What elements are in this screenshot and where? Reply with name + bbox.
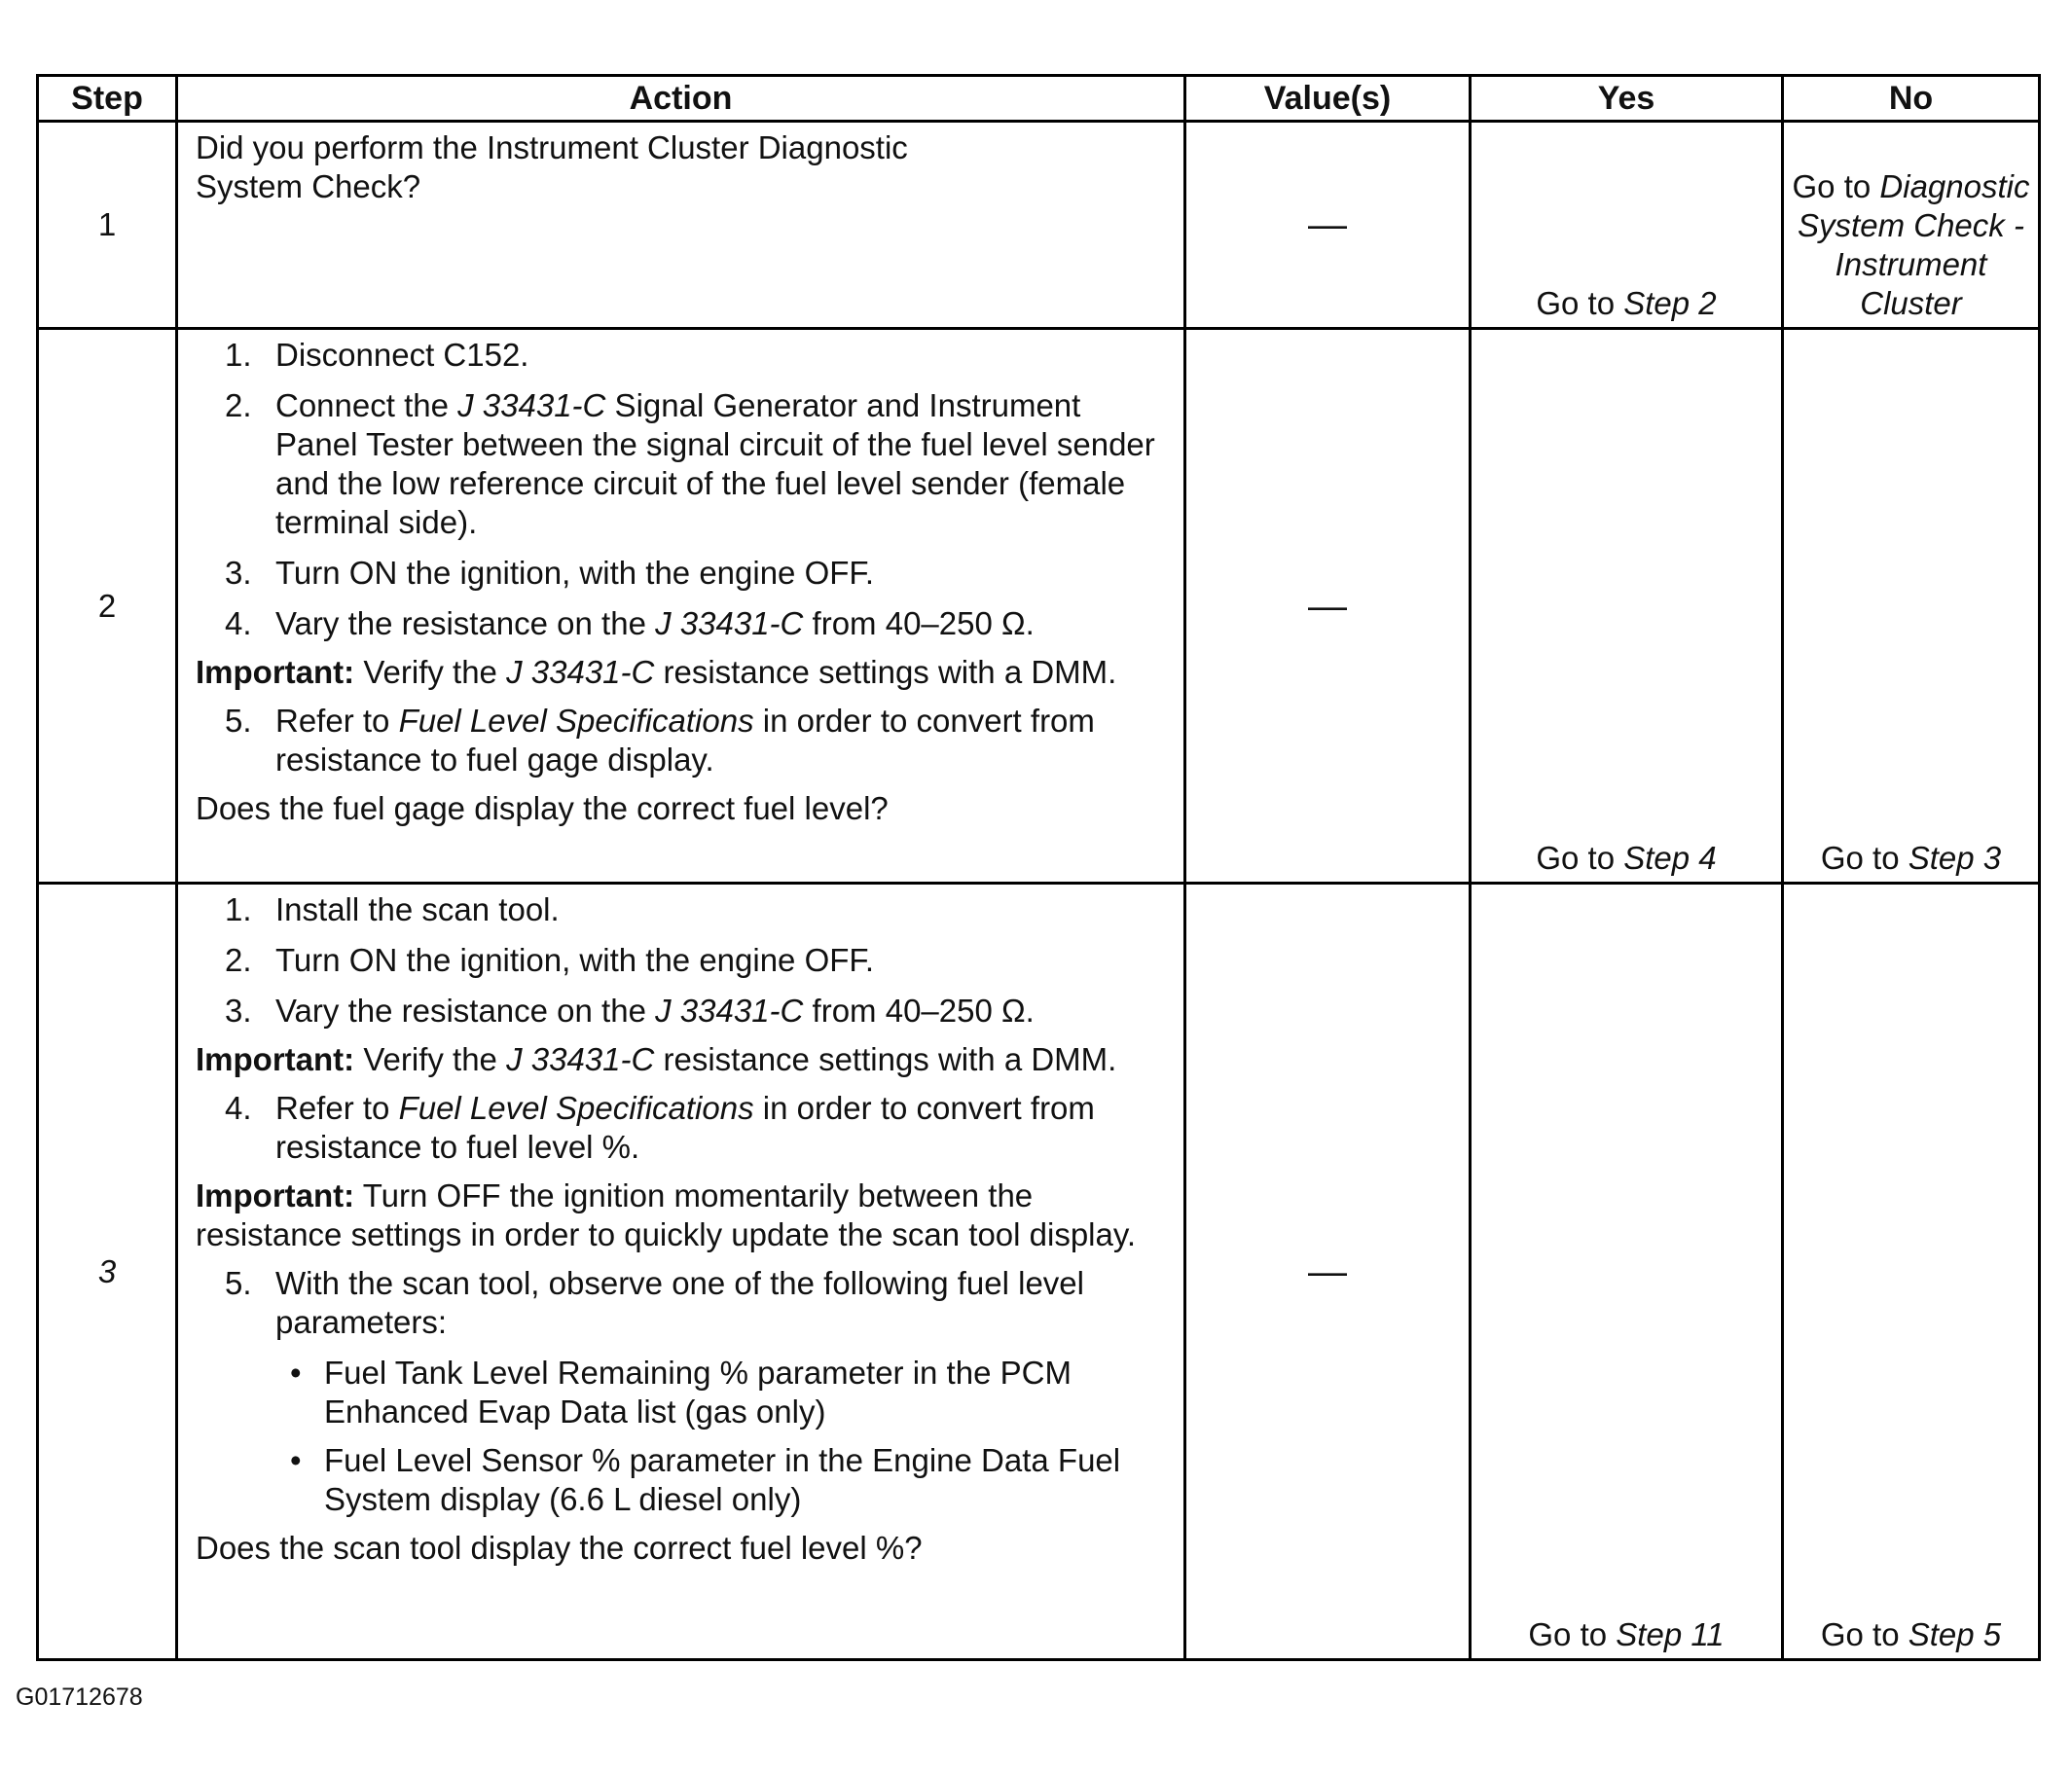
action-steps [196, 336, 1168, 643]
table-row-step-3 [38, 884, 2040, 1660]
list-item [196, 1264, 1168, 1519]
important-label: Important: [196, 1177, 355, 1213]
bullet-icon: • [290, 1355, 302, 1391]
spec-link[interactable]: Fuel Level Specifications [398, 703, 754, 739]
important-label: Important: [196, 1041, 355, 1077]
action-steps [196, 1089, 1168, 1167]
no-step-link[interactable]: Step 3 [1908, 840, 2002, 876]
no-prefix: Go to [1820, 840, 1908, 876]
header-values: Value(s) [1185, 76, 1471, 122]
yes-step-link[interactable]: Step 2 [1623, 285, 1717, 321]
parameter-list [275, 1354, 1168, 1519]
item-number: 5. [225, 1265, 252, 1301]
action-question: Did you perform the Instrument Cluster Diagnostic System Check? [196, 129, 908, 204]
item-text: Turn ON the ignition, with the engine OFF. [275, 555, 875, 591]
item-text: Refer to [275, 1090, 399, 1126]
item-text: With the scan tool, observe one of the following fuel level parameters: [275, 1265, 1084, 1340]
table-row-step-1 [38, 122, 2040, 329]
no-step-link[interactable]: Step 5 [1908, 1616, 2002, 1652]
header-action: Action [177, 76, 1185, 122]
item-text: Signal Generator and Instrument Panel Tester between the signal circuit of the fuel level sender and the low reference circuit of the fuel level sender (female terminal side). [275, 387, 1155, 540]
action-cell [177, 122, 1185, 329]
item-text: Turn ON the ignition, with the engine OFF. [275, 942, 875, 978]
header-step: Step [38, 76, 177, 122]
value-cell: — [1185, 329, 1471, 884]
item-text: from 40–250 Ω. [803, 605, 1035, 641]
item-text: Refer to [275, 703, 399, 739]
action-cell [177, 884, 1185, 1660]
tool-ref: J 33431-C [655, 605, 804, 641]
header-yes: Yes [1471, 76, 1783, 122]
bullet-text: Fuel Level Sensor % parameter in the Engine Data Fuel System display (6.6 L diesel only) [324, 1442, 1121, 1517]
header-no: No [1783, 76, 2040, 122]
value-cell: — [1185, 884, 1471, 1660]
no-diagnostic-link[interactable]: Diagnostic System Check - Instrument Cluster [1798, 168, 2030, 321]
item-text: in order to convert from resistance to fuel level %. [275, 1090, 1095, 1165]
yes-step-link[interactable]: Step 11 [1616, 1616, 1725, 1652]
item-number: 1. [225, 337, 252, 373]
step-number: 3 [38, 884, 177, 1660]
yes-prefix: Go to [1528, 1616, 1617, 1652]
important-note [196, 1040, 1168, 1079]
item-text: Connect the [275, 387, 458, 423]
note-text: Verify the [354, 1041, 507, 1077]
no-cell [1783, 884, 2040, 1660]
list-item [196, 554, 1168, 593]
item-text: in order to convert from resistance to fuel gage display. [275, 703, 1095, 778]
no-prefix: Go to [1792, 168, 1880, 204]
note-text: resistance settings with a DMM. [654, 654, 1117, 690]
action-steps [196, 890, 1168, 1031]
action-cell [177, 329, 1185, 884]
yes-step-link[interactable]: Step 4 [1623, 840, 1717, 876]
value-cell: — [1185, 122, 1471, 329]
item-text: Vary the resistance on the [275, 993, 656, 1029]
tool-ref: J 33431-C [457, 387, 606, 423]
item-text: Vary the resistance on the [275, 605, 656, 641]
no-cell [1783, 122, 2040, 329]
table-row-step-2 [38, 329, 2040, 884]
item-number: 2. [225, 942, 252, 978]
item-text: Install the scan tool. [275, 891, 560, 927]
list-item [196, 604, 1168, 643]
list-item [196, 1089, 1168, 1167]
yes-cell [1471, 329, 1783, 884]
no-prefix: Go to [1820, 1616, 1908, 1652]
diagnostic-table [36, 74, 2041, 1661]
note-text: resistance settings with a DMM. [654, 1041, 1117, 1077]
figure-id: G01712678 [16, 1683, 143, 1711]
yes-prefix: Go to [1536, 285, 1624, 321]
bullet-text: Fuel Tank Level Remaining % parameter in the PCM Enhanced Evap Data list (gas only) [324, 1355, 1072, 1430]
list-item [196, 992, 1168, 1031]
item-number: 5. [225, 703, 252, 739]
step-number: 2 [38, 329, 177, 884]
yes-cell [1471, 884, 1783, 1660]
tool-ref: J 33431-C [506, 654, 655, 690]
spec-link[interactable]: Fuel Level Specifications [398, 1090, 754, 1126]
item-number: 4. [225, 605, 252, 641]
item-number: 1. [225, 891, 252, 927]
item-number: 2. [225, 387, 252, 423]
important-note [196, 1177, 1168, 1254]
item-number: 3. [225, 993, 252, 1029]
bullet-icon: • [290, 1442, 302, 1478]
important-label: Important: [196, 654, 355, 690]
list-item [196, 336, 1168, 375]
list-item [196, 702, 1168, 779]
tool-ref: J 33431-C [655, 993, 804, 1029]
step-number: 1 [38, 122, 177, 329]
list-item [196, 386, 1168, 542]
list-item [275, 1354, 1168, 1431]
no-cell [1783, 329, 2040, 884]
action-question: Does the scan tool display the correct fuel level %? [196, 1530, 923, 1566]
yes-cell [1471, 122, 1783, 329]
list-item [196, 941, 1168, 980]
action-steps [196, 1264, 1168, 1519]
header-row [38, 76, 2040, 122]
note-text: Turn OFF the ignition momentarily between the resistance settings in order to quickly update the scan tool display. [196, 1177, 1137, 1252]
tool-ref: J 33431-C [506, 1041, 655, 1077]
item-text: from 40–250 Ω. [803, 993, 1035, 1029]
action-question: Does the fuel gage display the correct fuel level? [196, 790, 889, 826]
item-number: 4. [225, 1090, 252, 1126]
yes-prefix: Go to [1536, 840, 1624, 876]
list-item [196, 890, 1168, 929]
note-text: Verify the [354, 654, 507, 690]
important-note [196, 653, 1168, 692]
item-number: 3. [225, 555, 252, 591]
item-text: Disconnect C152. [275, 337, 529, 373]
action-steps [196, 702, 1168, 779]
list-item [275, 1441, 1168, 1519]
